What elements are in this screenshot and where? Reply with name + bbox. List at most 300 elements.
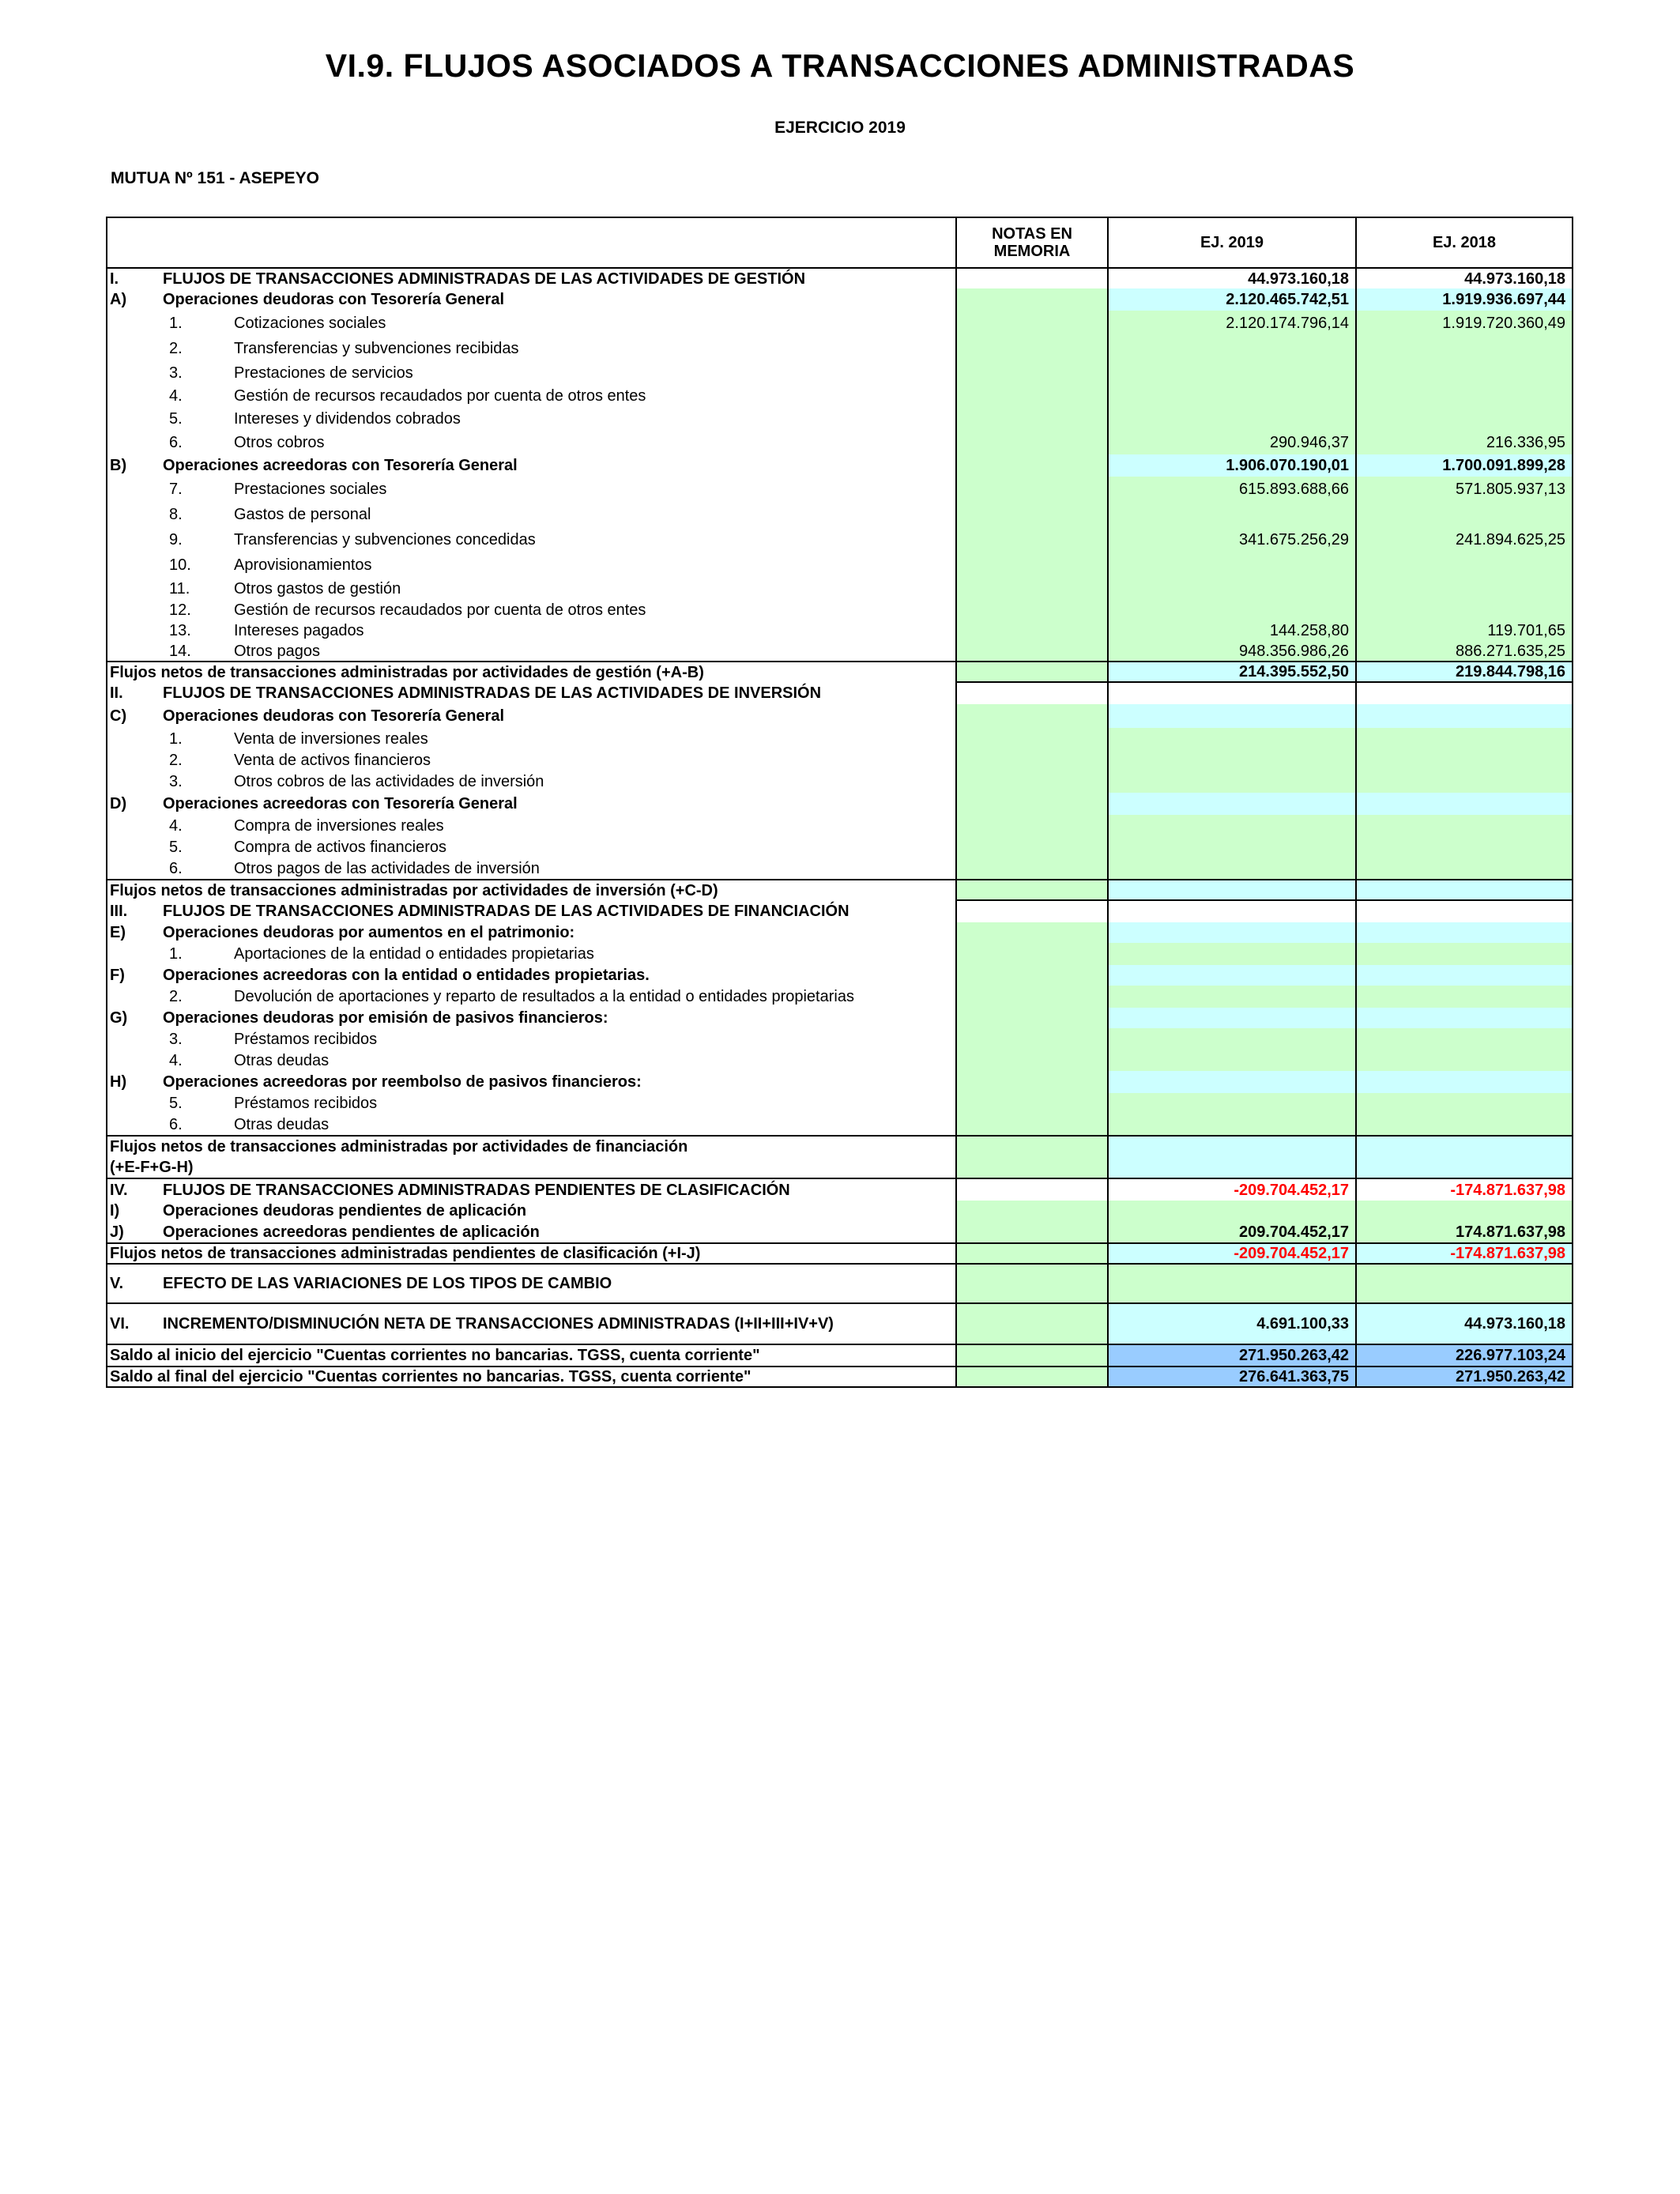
row-label: Flujos netos de transacciones administradas por actividades de financiación: [110, 1138, 688, 1155]
row-label-cell: [107, 600, 956, 620]
value-2018: [1356, 750, 1573, 771]
row-label: Flujos netos de transacciones administradas por actividades de inversión (+C-D): [110, 881, 718, 899]
row-number: 5.: [169, 410, 183, 428]
table-row: [107, 454, 1573, 477]
row-label-continuation: (+E-F+G-H): [110, 1159, 194, 1176]
row-number: 3.: [169, 364, 183, 382]
value-2019: [1108, 704, 1356, 728]
table-row: [107, 1243, 1573, 1264]
row-label: Aprovisionamientos: [234, 556, 372, 574]
row-code: J): [110, 1223, 124, 1241]
value-2018: [1356, 1264, 1573, 1303]
row-label: Intereses pagados: [234, 622, 364, 639]
value-2019: 209.704.452,17: [1108, 1221, 1356, 1243]
row-label: Operaciones acreedoras por reembolso de pasivos financieros:: [163, 1073, 642, 1091]
notes-cell: [956, 815, 1108, 837]
value-2019: [1108, 986, 1356, 1008]
row-label-cell: [107, 922, 956, 943]
notes-cell: [956, 1264, 1108, 1303]
notes-cell: [956, 704, 1108, 728]
table-row: [107, 943, 1573, 965]
row-label-cell: [107, 578, 956, 600]
value-2018: [1356, 1201, 1573, 1221]
row-number: 9.: [169, 531, 183, 548]
table-row: [107, 1071, 1573, 1093]
row-label: Operaciones deudoras con Tesorería General: [163, 707, 505, 725]
notes-cell: [956, 858, 1108, 880]
value-2018: 44.973.160,18: [1356, 268, 1573, 288]
value-2018: [1356, 600, 1573, 620]
row-label-cell: [107, 728, 956, 750]
value-2018: [1356, 922, 1573, 943]
table-row: [107, 986, 1573, 1008]
row-code: C): [110, 707, 127, 725]
row-code: G): [110, 1009, 128, 1027]
row-number: 7.: [169, 481, 183, 498]
row-label-cell: [107, 880, 956, 900]
value-2019: [1108, 1050, 1356, 1071]
table-row: [107, 1093, 1573, 1114]
row-number: 10.: [169, 556, 191, 574]
notes-cell: [956, 900, 1108, 922]
notes-cell: [956, 986, 1108, 1008]
row-label: Prestaciones de servicios: [234, 364, 413, 382]
row-label-cell: [107, 1136, 956, 1178]
value-2018: [1356, 943, 1573, 965]
row-label-cell: [107, 793, 956, 815]
row-number: 2.: [169, 340, 183, 357]
row-label: Transferencias y subvenciones concedidas: [234, 531, 536, 548]
table-row: [107, 620, 1573, 641]
value-2018: 119.701,65: [1356, 620, 1573, 641]
value-2018: [1356, 880, 1573, 900]
value-2019: [1108, 336, 1356, 361]
value-2019: [1108, 1028, 1356, 1050]
row-label-cell: [107, 1221, 956, 1243]
value-2018: 1.919.720.360,49: [1356, 311, 1573, 336]
table-row: [107, 552, 1573, 578]
table-row: [107, 728, 1573, 750]
row-number: 6.: [169, 434, 183, 451]
notes-cell: [956, 1136, 1108, 1178]
notes-cell: [956, 728, 1108, 750]
notes-cell: [956, 965, 1108, 986]
table-row: [107, 1367, 1573, 1387]
value-2019: [1108, 880, 1356, 900]
table-row: [107, 578, 1573, 600]
table-row: [107, 288, 1573, 311]
row-code: I.: [110, 270, 119, 288]
row-label: Operaciones acreedoras con Tesorería General: [163, 795, 518, 812]
table-row: [107, 1008, 1573, 1028]
table-row: [107, 1344, 1573, 1367]
notes-cell: [956, 431, 1108, 454]
row-label-cell: [107, 1114, 956, 1136]
row-label-cell: [107, 682, 956, 704]
value-2019: 2.120.465.742,51: [1108, 288, 1356, 311]
notes-cell: [956, 1344, 1108, 1367]
row-label: Venta de inversiones reales: [234, 730, 428, 748]
value-2019: [1108, 361, 1356, 385]
notes-cell: [956, 600, 1108, 620]
row-label-cell: [107, 527, 956, 552]
row-label: FLUJOS DE TRANSACCIONES ADMINISTRADAS DE LAS ACTIVIDADES DE INVERSIÓN: [163, 684, 822, 702]
notes-cell: [956, 943, 1108, 965]
row-code: VI.: [110, 1315, 130, 1333]
row-label: Otros pagos: [234, 642, 320, 660]
value-2019: 4.691.100,33: [1108, 1303, 1356, 1344]
notes-cell: [956, 454, 1108, 477]
row-label: Otros gastos de gestión: [234, 580, 401, 598]
value-2018: 271.950.263,42: [1356, 1367, 1573, 1387]
row-label: Saldo al inicio del ejercicio "Cuentas corrientes no bancarias. TGSS, cuenta corriente": [110, 1347, 760, 1364]
row-label-cell: [107, 986, 956, 1008]
row-label: Operaciones acreedoras pendientes de aplicación: [163, 1223, 540, 1241]
row-label: Operaciones deudoras con Tesorería General: [163, 291, 505, 308]
value-2019: -209.704.452,17: [1108, 1243, 1356, 1264]
row-label-cell: [107, 407, 956, 431]
row-label-cell: [107, 1028, 956, 1050]
value-2019: [1108, 922, 1356, 943]
notes-cell: [956, 1303, 1108, 1344]
value-2019: [1108, 728, 1356, 750]
notes-cell: [956, 336, 1108, 361]
row-label-cell: [107, 385, 956, 407]
table-row: [107, 858, 1573, 880]
value-2018: [1356, 1071, 1573, 1093]
value-2019: [1108, 1264, 1356, 1303]
value-2019: 1.906.070.190,01: [1108, 454, 1356, 477]
row-label-cell: [107, 965, 956, 986]
row-label: Otras deudas: [234, 1052, 330, 1069]
value-2018: [1356, 1050, 1573, 1071]
value-2019: 271.950.263,42: [1108, 1344, 1356, 1367]
row-label-cell: [107, 502, 956, 527]
notes-cell: [956, 361, 1108, 385]
value-2018: [1356, 336, 1573, 361]
value-2018: 174.871.637,98: [1356, 1221, 1573, 1243]
row-label: EFECTO DE LAS VARIACIONES DE LOS TIPOS DE CAMBIO: [163, 1275, 612, 1292]
notes-cell: [956, 578, 1108, 600]
notes-cell: [956, 1221, 1108, 1243]
table-row: [107, 965, 1573, 986]
row-label-cell: [107, 771, 956, 793]
value-2019: [1108, 1201, 1356, 1221]
value-2019: -209.704.452,17: [1108, 1178, 1356, 1201]
row-code: B): [110, 457, 127, 474]
value-2019: [1108, 600, 1356, 620]
row-label-cell: [107, 1367, 956, 1387]
row-number: 1.: [169, 945, 183, 963]
notes-cell: [956, 1028, 1108, 1050]
value-2019: 144.258,80: [1108, 620, 1356, 641]
value-2019: 214.395.552,50: [1108, 662, 1356, 682]
row-label: Flujos netos de transacciones administradas pendientes de clasificación (+I-J): [110, 1245, 701, 1262]
value-2019: 290.946,37: [1108, 431, 1356, 454]
row-number: 1.: [169, 315, 183, 332]
row-label-cell: [107, 1093, 956, 1114]
row-label: INCREMENTO/DISMINUCIÓN NETA DE TRANSACCIONES ADMINISTRADAS (I+II+III+IV+V): [163, 1315, 834, 1333]
row-number: 11.: [169, 580, 190, 598]
table-row: [107, 385, 1573, 407]
table-row: [107, 1136, 1573, 1178]
row-label-cell: [107, 1264, 956, 1303]
value-2018: [1356, 578, 1573, 600]
value-2018: [1356, 385, 1573, 407]
value-2019: [1108, 1114, 1356, 1136]
notes-cell: [956, 1178, 1108, 1201]
row-label: Operaciones deudoras por emisión de pasivos financieros:: [163, 1009, 608, 1027]
row-code: IV.: [110, 1181, 128, 1199]
notes-cell: [956, 793, 1108, 815]
value-2018: [1356, 1136, 1573, 1178]
row-label: Otras deudas: [234, 1115, 330, 1133]
row-number: 2.: [169, 988, 183, 1005]
table-row: [107, 1201, 1573, 1221]
row-label-cell: [107, 336, 956, 361]
value-2019: [1108, 1071, 1356, 1093]
row-number: 8.: [169, 506, 183, 523]
value-2018: [1356, 1114, 1573, 1136]
value-2018: [1356, 704, 1573, 728]
table-row: [107, 662, 1573, 682]
table-row: [107, 704, 1573, 728]
row-label-cell: [107, 454, 956, 477]
value-2018: -174.871.637,98: [1356, 1243, 1573, 1264]
value-2019: [1108, 858, 1356, 880]
notes-cell: [956, 1050, 1108, 1071]
row-label: Venta de activos financieros: [234, 752, 431, 769]
row-label: Prestaciones sociales: [234, 481, 387, 498]
table-row: [107, 268, 1573, 288]
value-2018: 886.271.635,25: [1356, 641, 1573, 662]
row-label-cell: [107, 311, 956, 336]
row-label-cell: [107, 361, 956, 385]
value-2018: [1356, 965, 1573, 986]
row-label: FLUJOS DE TRANSACCIONES ADMINISTRADAS PENDIENTES DE CLASIFICACIÓN: [163, 1181, 790, 1199]
notes-cell: [956, 837, 1108, 858]
notes-cell: [956, 1093, 1108, 1114]
row-label-cell: [107, 704, 956, 728]
notes-cell: [956, 1008, 1108, 1028]
row-label-cell: [107, 268, 956, 288]
value-2019: [1108, 407, 1356, 431]
notes-cell: [956, 1114, 1108, 1136]
table-header-row: [107, 217, 1573, 268]
row-code: H): [110, 1073, 127, 1091]
value-2019: 615.893.688,66: [1108, 477, 1356, 502]
row-label: Gastos de personal: [234, 506, 371, 523]
value-2018: [1356, 771, 1573, 793]
notes-cell: [956, 407, 1108, 431]
table-row: [107, 641, 1573, 662]
row-label-cell: [107, 1303, 956, 1344]
value-2018: [1356, 728, 1573, 750]
value-2019: [1108, 502, 1356, 527]
row-code: V.: [110, 1275, 124, 1292]
row-label-cell: [107, 552, 956, 578]
row-label-cell: [107, 943, 956, 965]
value-2018: 226.977.103,24: [1356, 1344, 1573, 1367]
value-2019: 341.675.256,29: [1108, 527, 1356, 552]
notes-cell: [956, 1367, 1108, 1387]
notes-cell: [956, 662, 1108, 682]
notes-cell: [956, 385, 1108, 407]
notes-cell: [956, 682, 1108, 704]
table-row: [107, 815, 1573, 837]
row-number: 5.: [169, 1095, 183, 1112]
notes-cell: [956, 311, 1108, 336]
table-row: [107, 1221, 1573, 1243]
table-row: [107, 407, 1573, 431]
row-label: Otros cobros: [234, 434, 325, 451]
row-label: Préstamos recibidos: [234, 1095, 378, 1112]
table-row: [107, 527, 1573, 552]
row-label-cell: [107, 815, 956, 837]
value-2019: 276.641.363,75: [1108, 1367, 1356, 1387]
row-label-cell: [107, 477, 956, 502]
value-2019: 44.973.160,18: [1108, 268, 1356, 288]
notes-cell: [956, 750, 1108, 771]
row-label-cell: [107, 1344, 956, 1367]
notes-cell: [956, 1071, 1108, 1093]
row-label: Operaciones acreedoras con Tesorería General: [163, 457, 518, 474]
value-2019: [1108, 750, 1356, 771]
value-2019: [1108, 682, 1356, 704]
row-label-cell: [107, 750, 956, 771]
row-code: F): [110, 967, 125, 984]
row-label-cell: [107, 1050, 956, 1071]
value-2018: 219.844.798,16: [1356, 662, 1573, 682]
table-row: [107, 1028, 1573, 1050]
value-2018: [1356, 1028, 1573, 1050]
row-number: 14.: [169, 642, 191, 660]
table-row: [107, 1264, 1573, 1303]
row-label-cell: [107, 900, 956, 922]
value-2019: [1108, 1008, 1356, 1028]
row-number: 13.: [169, 622, 191, 639]
value-2018: [1356, 407, 1573, 431]
row-label-cell: [107, 1243, 956, 1264]
table-row: [107, 771, 1573, 793]
notes-cell: [956, 527, 1108, 552]
row-number: 4.: [169, 387, 183, 405]
value-2019: [1108, 793, 1356, 815]
cash-flow-table: [106, 217, 1573, 1388]
value-2018: [1356, 552, 1573, 578]
value-2019: [1108, 965, 1356, 986]
notes-cell: [956, 771, 1108, 793]
value-2018: 241.894.625,25: [1356, 527, 1573, 552]
notes-cell: [956, 1243, 1108, 1264]
table-row: [107, 880, 1573, 900]
row-code: D): [110, 795, 127, 812]
value-2018: 571.805.937,13: [1356, 477, 1573, 502]
value-2018: [1356, 502, 1573, 527]
table-row: [107, 1050, 1573, 1071]
row-label: Transferencias y subvenciones recibidas: [234, 340, 519, 357]
header-ej2019: EJ. 2019: [1108, 217, 1356, 268]
value-2018: [1356, 682, 1573, 704]
row-label-cell: [107, 641, 956, 662]
row-code: III.: [110, 903, 128, 920]
row-number: 3.: [169, 1031, 183, 1048]
value-2019: [1108, 837, 1356, 858]
value-2018: [1356, 900, 1573, 922]
value-2018: [1356, 1008, 1573, 1028]
value-2018: [1356, 858, 1573, 880]
notes-cell: [956, 922, 1108, 943]
row-label-cell: [107, 1008, 956, 1028]
value-2019: 948.356.986,26: [1108, 641, 1356, 662]
row-label: Flujos netos de transacciones administradas por actividades de gestión (+A-B): [110, 663, 704, 681]
table-row: [107, 1303, 1573, 1344]
table-row: [107, 311, 1573, 336]
notes-cell: [956, 552, 1108, 578]
row-number: 6.: [169, 859, 183, 877]
notes-cell: [956, 477, 1108, 502]
row-label: Gestión de recursos recaudados por cuenta de otros entes: [234, 387, 646, 405]
row-label: Préstamos recibidos: [234, 1031, 378, 1048]
notes-cell: [956, 268, 1108, 288]
value-2018: [1356, 815, 1573, 837]
entity-label: MUTUA Nº 151 - ASEPEYO: [111, 169, 319, 187]
row-label: Aportaciones de la entidad o entidades propietarias: [234, 945, 594, 963]
row-code: E): [110, 924, 126, 941]
value-2018: [1356, 1093, 1573, 1114]
value-2018: 1.919.936.697,44: [1356, 288, 1573, 311]
row-label: Intereses y dividendos cobrados: [234, 410, 461, 428]
value-2019: [1108, 815, 1356, 837]
table-row: [107, 1178, 1573, 1201]
value-2019: [1108, 1136, 1356, 1178]
table-row: [107, 837, 1573, 858]
row-number: 2.: [169, 752, 183, 769]
table-row: [107, 922, 1573, 943]
value-2018: -174.871.637,98: [1356, 1178, 1573, 1201]
row-label: Gestión de recursos recaudados por cuenta de otros entes: [234, 601, 646, 619]
row-label-cell: [107, 662, 956, 682]
row-label-cell: [107, 858, 956, 880]
row-label: Otros pagos de las actividades de inversión: [234, 859, 540, 877]
row-number: 3.: [169, 773, 183, 790]
page-title: VI.9. FLUJOS ASOCIADOS A TRANSACCIONES ADMINISTRADAS: [325, 47, 1355, 84]
table-row: [107, 750, 1573, 771]
row-label: Compra de inversiones reales: [234, 817, 444, 835]
value-2019: [1108, 943, 1356, 965]
notes-cell: [956, 641, 1108, 662]
header-ej2018: EJ. 2018: [1356, 217, 1573, 268]
row-label: Cotizaciones sociales: [234, 315, 386, 332]
row-label: Operaciones deudoras por aumentos en el patrimonio:: [163, 924, 575, 941]
table-row: [107, 502, 1573, 527]
row-label: Devolución de aportaciones y reparto de resultados a la entidad o entidades propietarias: [234, 988, 854, 1005]
row-label-cell: [107, 837, 956, 858]
value-2019: [1108, 771, 1356, 793]
row-label-cell: [107, 1071, 956, 1093]
row-code: I): [110, 1202, 120, 1220]
table-row: [107, 600, 1573, 620]
value-2019: [1108, 900, 1356, 922]
row-label: Operaciones acreedoras con la entidad o entidades propietarias.: [163, 967, 650, 984]
value-2018: [1356, 361, 1573, 385]
row-number: 6.: [169, 1115, 183, 1133]
row-label: Saldo al final del ejercicio "Cuentas corrientes no bancarias. TGSS, cuenta corriente": [110, 1368, 751, 1385]
notes-cell: [956, 880, 1108, 900]
row-number: 1.: [169, 730, 183, 748]
value-2018: [1356, 793, 1573, 815]
value-2019: [1108, 385, 1356, 407]
